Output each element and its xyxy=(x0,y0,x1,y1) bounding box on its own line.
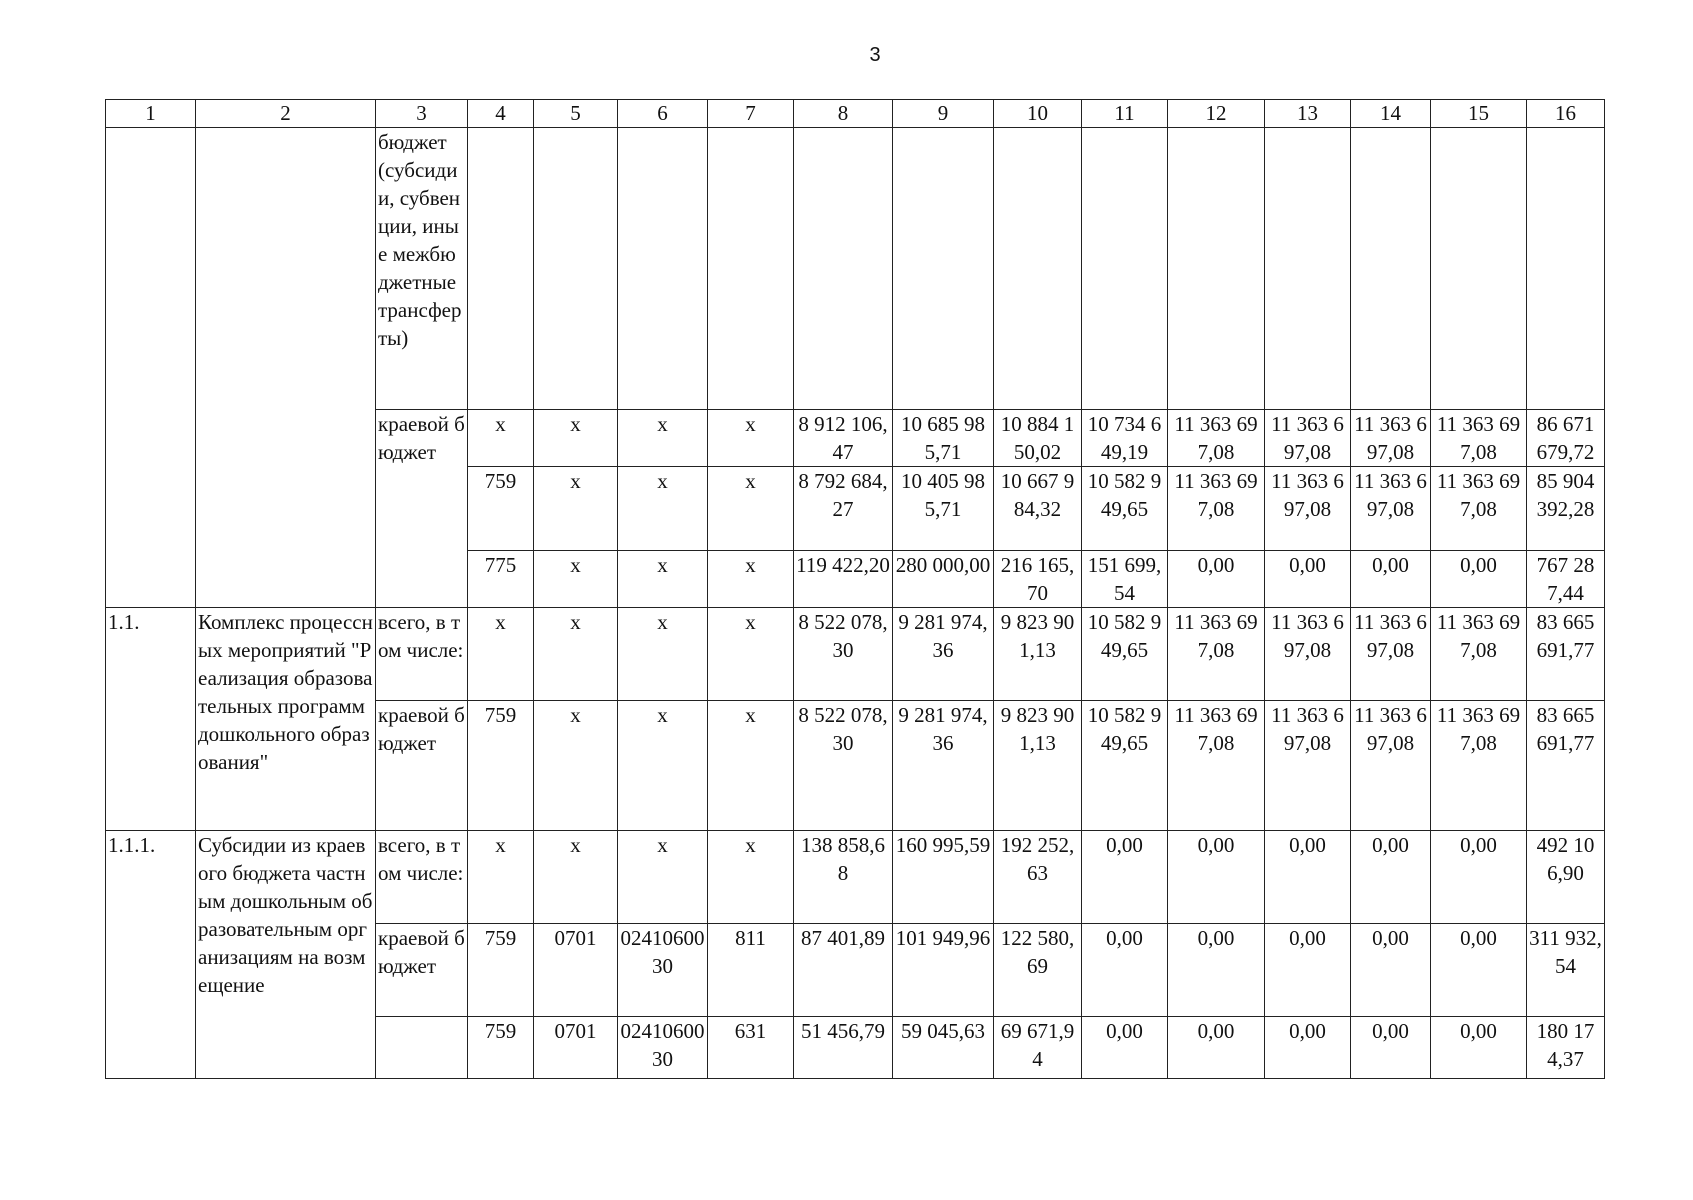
target-article-cell: х xyxy=(618,551,708,608)
amount-cell: 0,00 xyxy=(1082,831,1168,924)
section-code-cell: х xyxy=(534,701,618,831)
budget-table xyxy=(105,99,1605,1079)
target-article-cell: 0241060030 xyxy=(618,924,708,1017)
header-row xyxy=(106,100,1605,128)
funding-source-cell: всего, в том числе: xyxy=(376,608,468,701)
table-row xyxy=(106,608,1605,701)
funding-source-cell xyxy=(376,1017,468,1079)
section-code-cell: х xyxy=(534,410,618,467)
amount-cell: 11 363 697,08 xyxy=(1431,467,1527,551)
amount-cell: 10 582 949,65 xyxy=(1082,608,1168,701)
header-col-14: 14 xyxy=(1351,100,1431,128)
amount-cell: 8 522 078,30 xyxy=(794,608,893,701)
amount-cell: 10 582 949,65 xyxy=(1082,467,1168,551)
target-article-cell: х xyxy=(618,701,708,831)
admin-code-cell: 759 xyxy=(468,1017,534,1079)
header-col-15: 15 xyxy=(1431,100,1527,128)
amount-cell: 0,00 xyxy=(1265,924,1351,1017)
amount-cell: 11 363 697,08 xyxy=(1431,701,1527,831)
admin-code-cell: х xyxy=(468,831,534,924)
amount-cell: 11 363 697,08 xyxy=(1351,467,1431,551)
amount-cell: 0,00 xyxy=(1431,1017,1527,1079)
table-row xyxy=(106,128,1605,410)
header-col-9: 9 xyxy=(893,100,994,128)
amount-cell: 101 949,96 xyxy=(893,924,994,1017)
section-code-cell: х xyxy=(534,467,618,551)
amount-cell: 0,00 xyxy=(1431,924,1527,1017)
amount-cell: 9 281 974,36 xyxy=(893,701,994,831)
amount-cell: 59 045,63 xyxy=(893,1017,994,1079)
header-col-16: 16 xyxy=(1527,100,1605,128)
amount-cell: 10 685 985,71 xyxy=(893,410,994,467)
amount-cell: 10 884 150,02 xyxy=(994,410,1082,467)
amount-cell: 10 405 985,71 xyxy=(893,467,994,551)
amount-cell: 10 667 984,32 xyxy=(994,467,1082,551)
header-col-1: 1 xyxy=(106,100,196,128)
header-col-6: 6 xyxy=(618,100,708,128)
section-code-cell: 0701 xyxy=(534,924,618,1017)
amount-cell: 0,00 xyxy=(1265,551,1351,608)
amount-cell: 8 522 078,30 xyxy=(794,701,893,831)
amount-cell: 69 671,94 xyxy=(994,1017,1082,1079)
amount-cell: 160 995,59 xyxy=(893,831,994,924)
amount-cell: 280 000,00 xyxy=(893,551,994,608)
header-col-12: 12 xyxy=(1168,100,1265,128)
admin-code-cell: 759 xyxy=(468,701,534,831)
item-name-cell: Субсидии из краевого бюджета частным дошкольным образовательным организациям на возмещение xyxy=(196,831,376,1079)
total-cell: 83 665 691,77 xyxy=(1527,701,1605,831)
amount-cell: 51 456,79 xyxy=(794,1017,893,1079)
header-col-3: 3 xyxy=(376,100,468,128)
amount-cell: 10 582 949,65 xyxy=(1082,701,1168,831)
amount-cell: 151 699,54 xyxy=(1082,551,1168,608)
amount-cell: 11 363 697,08 xyxy=(1431,410,1527,467)
amount-cell: 0,00 xyxy=(1168,551,1265,608)
header-col-8: 8 xyxy=(794,100,893,128)
amount-cell: 11 363 697,08 xyxy=(1265,701,1351,831)
amount-cell: 8 912 106,47 xyxy=(794,410,893,467)
expense-type-cell: х xyxy=(708,701,794,831)
amount-cell: 0,00 xyxy=(1265,831,1351,924)
row-name-cell xyxy=(196,128,376,608)
amount-cell: 87 401,89 xyxy=(794,924,893,1017)
total-cell: 311 932,54 xyxy=(1527,924,1605,1017)
total-cell: 83 665 691,77 xyxy=(1527,608,1605,701)
expense-type-cell: х xyxy=(708,831,794,924)
table-header xyxy=(106,100,1605,128)
section-code-cell: х xyxy=(534,831,618,924)
amount-cell: 11 363 697,08 xyxy=(1168,410,1265,467)
expense-type-cell: х xyxy=(708,410,794,467)
total-cell: 767 287,44 xyxy=(1527,551,1605,608)
amount-cell: 0,00 xyxy=(1168,831,1265,924)
section-code-cell: 0701 xyxy=(534,1017,618,1079)
amount-cell: 11 363 697,08 xyxy=(1168,608,1265,701)
item-name-cell: Комплекс процессных мероприятий "Реализация образовательных программ дошкольного образования" xyxy=(196,608,376,831)
amount-cell: 0,00 xyxy=(1351,924,1431,1017)
funding-source-cell: краевой бюджет xyxy=(376,701,468,831)
amount-cell: 0,00 xyxy=(1431,831,1527,924)
expense-type-cell: х xyxy=(708,608,794,701)
amount-cell: 138 858,68 xyxy=(794,831,893,924)
total-cell: 85 904 392,28 xyxy=(1527,467,1605,551)
section-code-cell: х xyxy=(534,551,618,608)
amount-cell: 119 422,20 xyxy=(794,551,893,608)
total-cell: 180 174,37 xyxy=(1527,1017,1605,1079)
expense-type-cell: х xyxy=(708,467,794,551)
amount-cell: 8 792 684,27 xyxy=(794,467,893,551)
total-cell: 492 106,90 xyxy=(1527,831,1605,924)
amount-cell: 9 823 901,13 xyxy=(994,608,1082,701)
amount-cell: 11 363 697,08 xyxy=(1351,608,1431,701)
amount-cell: 10 734 649,19 xyxy=(1082,410,1168,467)
target-article-cell: х xyxy=(618,831,708,924)
admin-code-cell: 775 xyxy=(468,551,534,608)
amount-cell: 216 165,70 xyxy=(994,551,1082,608)
header-col-10: 10 xyxy=(994,100,1082,128)
amount-cell: 0,00 xyxy=(1265,1017,1351,1079)
amount-cell: 9 823 901,13 xyxy=(994,701,1082,831)
amount-cell: 0,00 xyxy=(1082,1017,1168,1079)
row-number-cell xyxy=(106,128,196,608)
amount-cell: 0,00 xyxy=(1168,1017,1265,1079)
amount-cell: 11 363 697,08 xyxy=(1351,410,1431,467)
amount-cell: 0,00 xyxy=(1082,924,1168,1017)
expense-type-cell: 631 xyxy=(708,1017,794,1079)
expense-type-cell: х xyxy=(708,551,794,608)
header-col-13: 13 xyxy=(1265,100,1351,128)
admin-code-cell: х xyxy=(468,608,534,701)
amount-cell: 11 363 697,08 xyxy=(1431,608,1527,701)
section-code-cell: х xyxy=(534,608,618,701)
funding-source-cell: краевой бюджет xyxy=(376,410,468,608)
target-article-cell: 0241060030 xyxy=(618,1017,708,1079)
amount-cell: 0,00 xyxy=(1351,831,1431,924)
header-col-11: 11 xyxy=(1082,100,1168,128)
amount-cell: 11 363 697,08 xyxy=(1265,410,1351,467)
header-col-7: 7 xyxy=(708,100,794,128)
page-number: 3 xyxy=(869,44,881,66)
target-article-cell: х xyxy=(618,467,708,551)
admin-code-cell: х xyxy=(468,410,534,467)
amount-cell: 0,00 xyxy=(1351,551,1431,608)
amount-cell: 11 363 697,08 xyxy=(1351,701,1431,831)
admin-code-cell: 759 xyxy=(468,467,534,551)
amount-cell: 11 363 697,08 xyxy=(1265,608,1351,701)
amount-cell: 11 363 697,08 xyxy=(1168,701,1265,831)
total-cell: 86 671 679,72 xyxy=(1527,410,1605,467)
funding-source-cell: всего, в том числе: xyxy=(376,831,468,924)
amount-cell: 0,00 xyxy=(1168,924,1265,1017)
header-col-4: 4 xyxy=(468,100,534,128)
funding-source-cell: бюджет (субсидии, субвенции, иные межбюджетные трансферты) xyxy=(376,128,468,410)
item-number-cell: 1.1. xyxy=(106,608,196,831)
expense-type-cell: 811 xyxy=(708,924,794,1017)
amount-cell: 11 363 697,08 xyxy=(1265,467,1351,551)
target-article-cell: х xyxy=(618,410,708,467)
header-col-2: 2 xyxy=(196,100,376,128)
amount-cell: 122 580,69 xyxy=(994,924,1082,1017)
table-row xyxy=(106,831,1605,924)
funding-source-cell: краевой бюджет xyxy=(376,924,468,1017)
admin-code-cell: 759 xyxy=(468,924,534,1017)
item-number-cell: 1.1.1. xyxy=(106,831,196,1079)
amount-cell: 0,00 xyxy=(1431,551,1527,608)
amount-cell: 0,00 xyxy=(1351,1017,1431,1079)
target-article-cell: х xyxy=(618,608,708,701)
header-col-5: 5 xyxy=(534,100,618,128)
amount-cell: 9 281 974,36 xyxy=(893,608,994,701)
amount-cell: 11 363 697,08 xyxy=(1168,467,1265,551)
amount-cell: 192 252,63 xyxy=(994,831,1082,924)
